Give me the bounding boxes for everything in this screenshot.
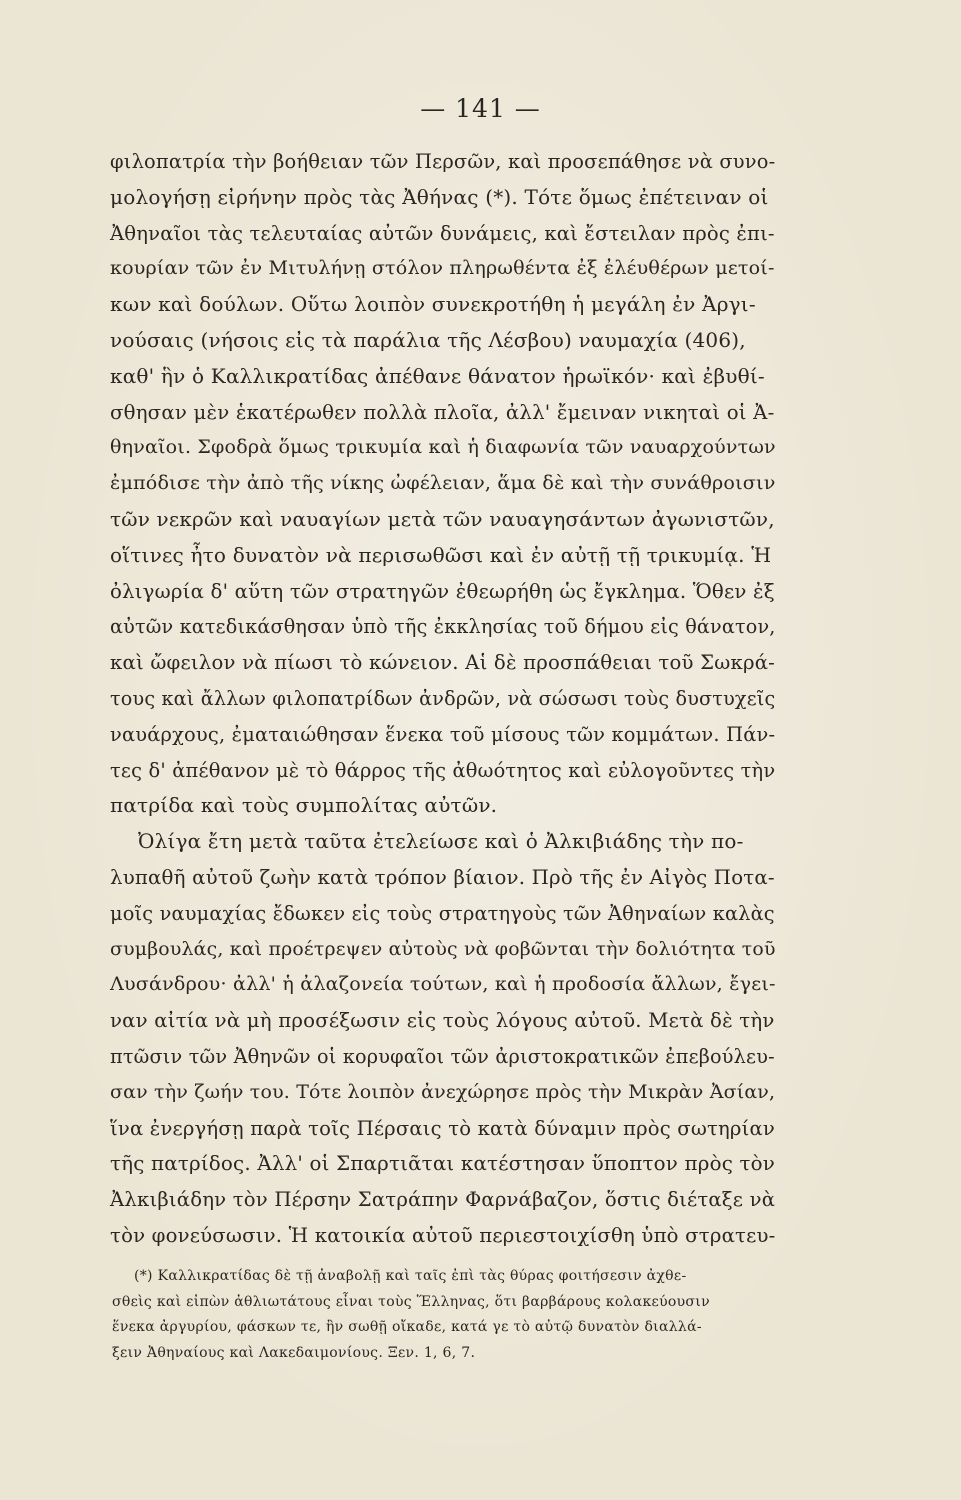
- text-line: ὀλιγωρία δ' αὕτη τῶν στρατηγῶν ἐθεωρήθη ὡς ἔγκλημα. Ὅθεν ἐξ: [110, 579, 775, 603]
- text-line: νούσαις (νήσοις εἰς τὰ παράλια τῆς Λέσβου) ναυμαχία (406),: [110, 327, 746, 352]
- text-line: μολογήσῃ εἰρήνην πρὸς τὰς Ἀθήνας (*). Τότε ὅμως ἐπέτειναν οἱ: [110, 184, 769, 209]
- text-line: Ἀλκιβιάδην τὸν Πέρσην Σατράπην Φαρνάβαζον, ὅστις διέταξε νὰ: [110, 1188, 776, 1212]
- text-line: σαν τὴν ζωήν του. Τότε λοιπὸν ἀνεχώρησε πρὸς τὴν Μικρὰν Ἀσίαν,: [110, 1080, 776, 1103]
- text-line: κων καὶ δούλων. Οὕτω λοιπὸν συνεκροτήθη ἡ μεγάλη ἐν Ἀργι-: [110, 292, 756, 317]
- text-line: τους καὶ ἄλλων φιλοπατρίδων ἀνδρῶν, νὰ σώσωσι τοὺς δυστυχεῖς: [110, 686, 776, 710]
- text-line: συμβουλάς, καὶ προέτρεψεν αὐτοὺς νὰ φοβῶνται τὴν δολιότητα τοῦ: [110, 937, 776, 960]
- footnote-line: ξειν Ἀθηναίους καὶ Λακεδαιμονίους. Ξεν. 1, 6, 7.: [112, 1344, 476, 1361]
- text-line: καὶ ὤφειλον νὰ πίωσι τὸ κώνειον. Αἱ δὲ προσπάθειαι τοῦ Σωκρά-: [110, 651, 776, 675]
- text-line: τῶν νεκρῶν καὶ ναυαγίων μετὰ τῶν ναυαγησάντων ἀγωνιστῶν,: [110, 506, 775, 531]
- text-line: μοῖς ναυμαχίας ἔδωκεν εἰς τοὺς στρατηγοὺς τῶν Ἀθηναίων καλὰς: [110, 901, 775, 925]
- text-line: πτῶσιν τῶν Ἀθηνῶν οἱ κορυφαῖοι τῶν ἀριστοκρατικῶν ἐπεβούλευ-: [110, 1044, 775, 1068]
- footnote-line: σθεὶς καὶ εἰπὼν ἀθλιωτάτους εἶναι τοὺς Ἕλληνας, ὅτι βαρβάρους κολακεύουσιν: [112, 1293, 710, 1310]
- footnote-line: (*) Καλλικρατίδας δὲ τῇ ἀναβολῇ καὶ ταῖς ἐπὶ τὰς θύρας φοιτήσεσιν ἀχθε-: [134, 1268, 687, 1284]
- text-line: τῆς πατρίδος. Ἀλλ' οἱ Σπαρτιᾶται κατέστησαν ὕποπτον πρὸς τὸν: [110, 1152, 776, 1176]
- text-line: Λυσάνδρου· ἀλλ' ἡ ἀλαζονεία τούτων, καὶ ἡ προδοσία ἄλλων, ἔγει-: [110, 973, 776, 996]
- text-line: λυπαθῆ αὐτοῦ ζωὴν κατὰ τρόπον βίαιον. Πρὸ τῆς ἐν Αἰγὸς Ποτα-: [110, 865, 775, 889]
- text-line: ἐμπόδισε τὴν ἀπὸ τῆς νίκης ὠφέλειαν, ἅμα δὲ καὶ τὴν συνάθροισιν: [110, 472, 776, 495]
- text-line: πατρίδα καὶ τοὺς συμπολίτας αὐτῶν.: [110, 793, 498, 818]
- text-line: τὸν φονεύσωσιν. Ἡ κατοικία αὐτοῦ περιεστοιχίσθη ὑπὸ στρατευ-: [110, 1223, 776, 1247]
- text-line: Ὀλίγα ἔτη μετὰ ταῦτα ἐτελείωσε καὶ ὁ Ἀλκιβιάδης τὴν πο-: [138, 829, 744, 854]
- text-line: ναν αἰτία νὰ μὴ προσέξωσιν εἰς τοὺς λόγους αὐτοῦ. Μετὰ δὲ τὴν: [110, 1009, 775, 1033]
- body-text: [110, 144, 776, 1254]
- text-line: τες δ' ἀπέθανον μὲ τὸ θάρρος τῆς ἀθωότητος καὶ εὐλογοῦντες τὴν: [110, 758, 776, 782]
- text-line: θηναῖοι. Σφοδρὰ ὅμως τρικυμία καὶ ἡ διαφωνία τῶν ναυαρχούντων: [110, 436, 776, 459]
- text-line: ναυάρχους, ἐματαιώθησαν ἕνεκα τοῦ μίσους τῶν κομμάτων. Πάν-: [110, 722, 776, 746]
- page-number: — 141 —: [420, 94, 541, 123]
- footnotes: [112, 1264, 774, 1366]
- text-line: αὐτῶν κατεδικάσθησαν ὑπὸ τῆς ἐκκλησίας τοῦ δήμου εἰς θάνατον,: [110, 615, 776, 639]
- text-line: καθ' ἣν ὁ Καλλικρατίδας ἀπέθανε θάνατον ἡρωϊκόν· καὶ ἐβυθί-: [110, 363, 765, 388]
- text-line: σθησαν μὲν ἑκατέρωθεν πολλὰ πλοῖα, ἀλλ' ἔμειναν νικηταὶ οἱ Ἀ-: [110, 400, 775, 424]
- text-line: ἵνα ἐνεργήσῃ παρὰ τοῖς Πέρσαις τὸ κατὰ δύναμιν πρὸς σωτηρίαν: [110, 1116, 775, 1140]
- text-line: Ἀθηναῖοι τὰς τελευταίας αὐτῶν δυνάμεις, καὶ ἔστειλαν πρὸς ἐπι-: [110, 221, 775, 245]
- footnote-line: ἕνεκα ἀργυρίου, φάσκων τε, ἢν σωθῇ οἴκαδε, κατά γε τὸ αὐτῷ δυνατὸν διαλλά-: [112, 1319, 702, 1335]
- text-line: οἵτινες ἦτο δυνατὸν νὰ περισωθῶσι καὶ ἐν αὐτῇ τῇ τρικυμίᾳ. Ἡ: [110, 542, 772, 567]
- text-line: κουρίαν τῶν ἐν Μιτυλήνῃ στόλον πληρωθέντα ἐξ ἐλέυθέρων μετοί-: [110, 257, 775, 280]
- text-line: φιλοπατρία τὴν βοήθειαν τῶν Περσῶν, καὶ προσεπάθησε νὰ συνο-: [110, 150, 776, 173]
